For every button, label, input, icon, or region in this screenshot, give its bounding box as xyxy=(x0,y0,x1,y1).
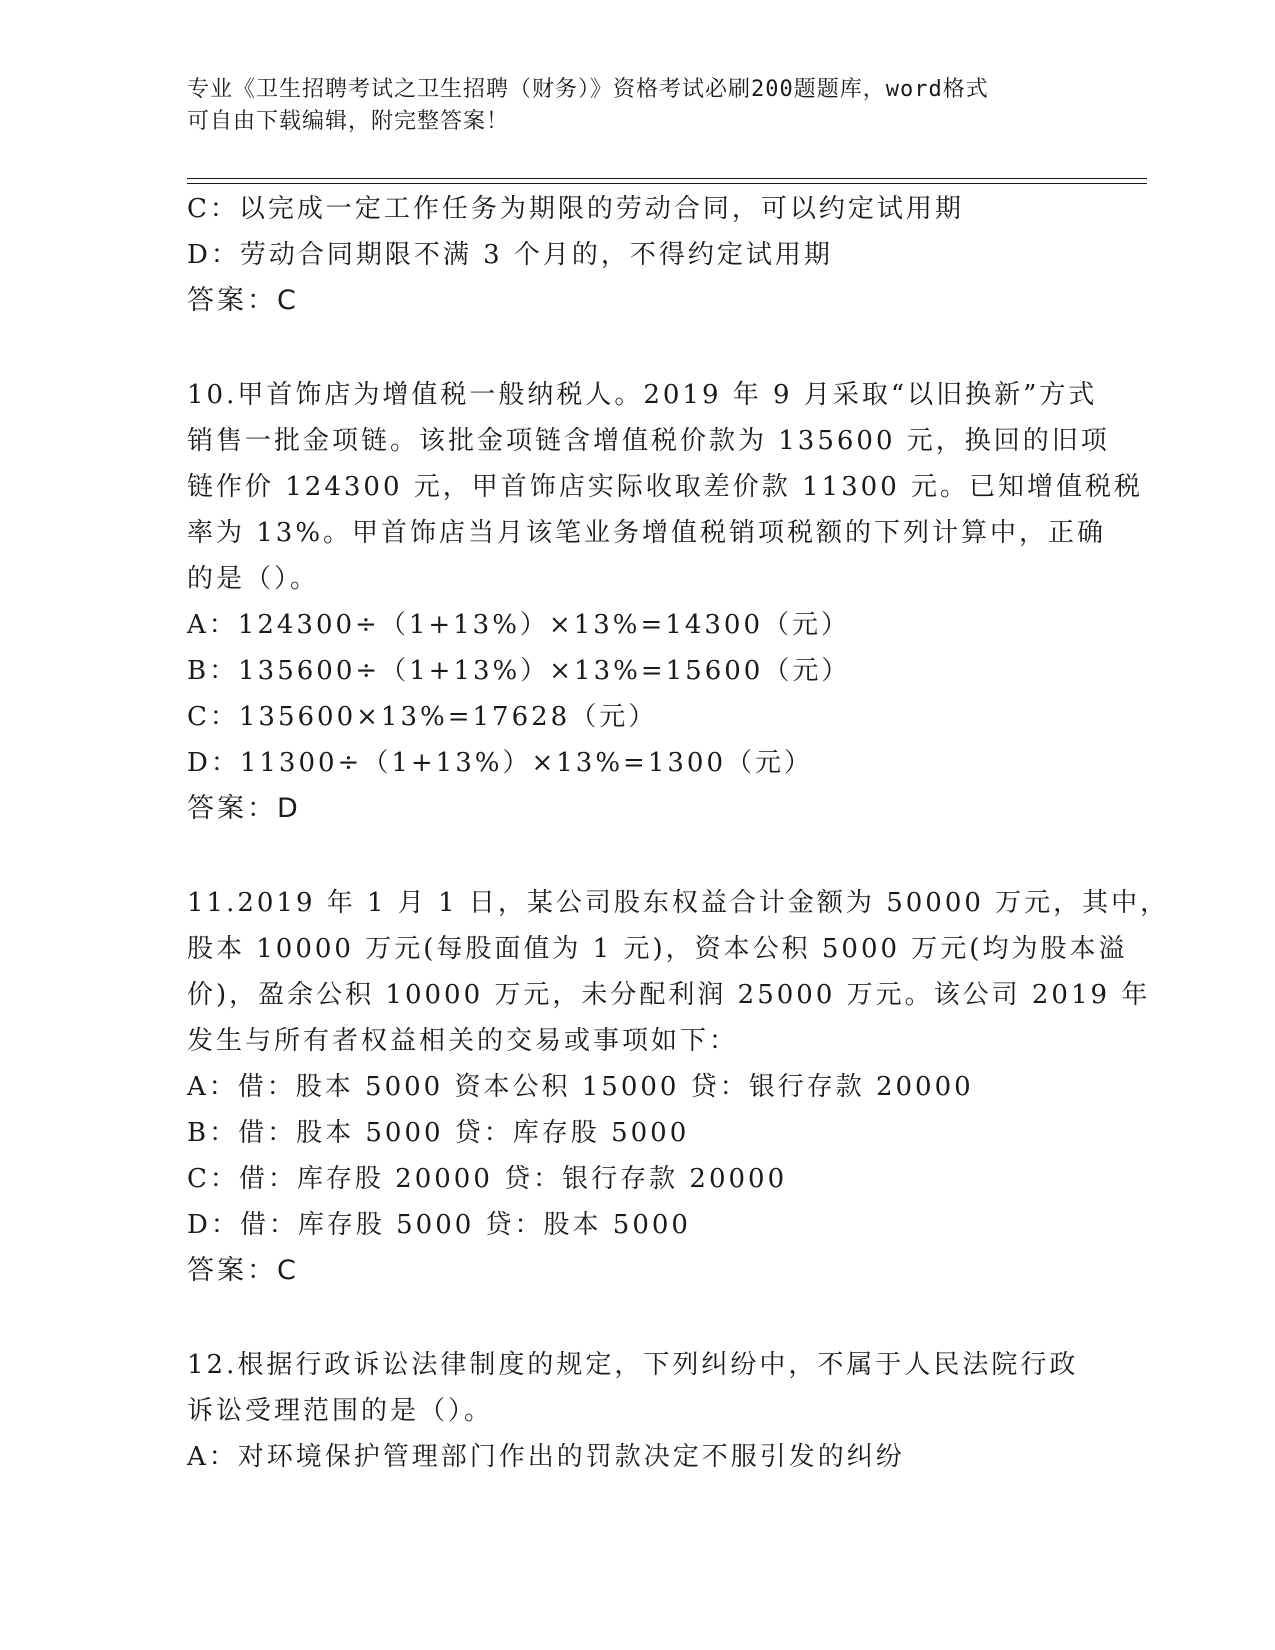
question-stem-line: 的是（）。 xyxy=(187,564,320,594)
spacer xyxy=(187,832,1087,880)
question-stem-line: 11.2019 年 1 月 1 日，某公司股东权益合计金额为 50000 万元，其中， xyxy=(187,888,1170,918)
answer-label: 答案：D xyxy=(187,793,301,824)
header-rule-bottom xyxy=(187,183,1147,184)
question-stem-line: 价)，盈余公积 10000 万元，未分配利润 25000 万元。该公司 2019 年 xyxy=(187,980,1151,1010)
question-stem-line: 率为 13%。甲首饰店当月该笔业务增值税销项税额的下列计算中，正确 xyxy=(187,518,1107,548)
option-a: A：124300÷（1+13%）×13%=14300（元） xyxy=(187,610,850,640)
option-a: A：对环境保护管理部门作出的罚款决定不服引发的纠纷 xyxy=(187,1442,905,1472)
question-11 xyxy=(187,880,1170,1294)
option-d: D：劳动合同期限不满 3 个月的，不得约定试用期 xyxy=(187,240,833,270)
question-stem-line: 发生与所有者权益相关的交易或事项如下： xyxy=(187,1026,739,1056)
spacer xyxy=(187,1294,1087,1342)
question-10 xyxy=(187,372,1144,832)
question-12 xyxy=(187,1342,1087,1480)
option-c: C：135600×13%=17628（元） xyxy=(187,702,658,732)
header-title-line-2: 可自由下载编辑，附完整答案！ xyxy=(187,109,510,134)
question-9-tail xyxy=(187,186,1087,324)
question-stem-line: 股本 10000 万元(每股面值为 1 元)，资本公积 5000 万元(均为股本溢 xyxy=(187,934,1128,964)
header-title-line-1: 专业《卫生招聘考试之卫生招聘（财务）》资格考试必刷200题题库，word格式 xyxy=(187,77,989,102)
question-stem-line: 10.甲首饰店为增值税一般纳税人。2019 年 9 月采取“以旧换新”方式 xyxy=(187,380,1098,410)
option-a: A：借：股本 5000 资本公积 15000 贷：银行存款 20000 xyxy=(187,1072,974,1102)
answer-label: 答案：C xyxy=(187,1255,299,1286)
header-rule-top xyxy=(187,178,1147,179)
option-d: D：11300÷（1+13%）×13%=1300（元） xyxy=(187,748,813,778)
answer-label: 答案：C xyxy=(187,285,299,316)
option-c: C：借：库存股 20000 贷：银行存款 20000 xyxy=(187,1164,788,1194)
question-stem-line: 12.根据行政诉讼法律制度的规定，下列纠纷中，不属于人民法院行政 xyxy=(187,1350,1079,1380)
question-stem-line: 诉讼受理范围的是（）。 xyxy=(187,1396,494,1426)
question-stem-line: 销售一批金项链。该批金项链含增值税价款为 135600 元，换回的旧项 xyxy=(187,426,1110,456)
question-content xyxy=(187,186,1170,1480)
option-d: D：借：库存股 5000 贷：股本 5000 xyxy=(187,1210,691,1240)
spacer xyxy=(187,324,1087,372)
option-c: C：以完成一定工作任务为期限的劳动合同，可以约定试用期 xyxy=(187,194,964,224)
document-header xyxy=(187,74,1087,138)
option-b: B：借：股本 5000 贷：库存股 5000 xyxy=(187,1118,690,1148)
option-b: B：135600÷（1+13%）×13%=15600（元） xyxy=(187,656,851,686)
question-stem-line: 链作价 124300 元，甲首饰店实际收取差价款 11300 元。已知增值税税 xyxy=(187,472,1144,502)
